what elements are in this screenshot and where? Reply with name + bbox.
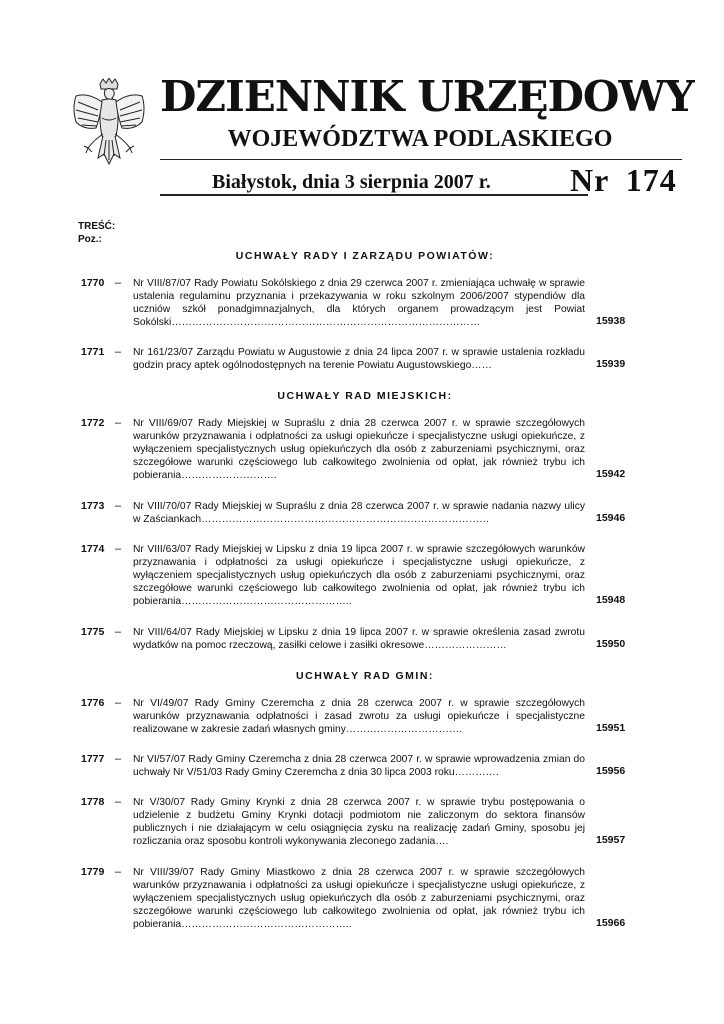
city-date: Białystok, dnia 3 sierpnia 2007 r. bbox=[212, 171, 491, 193]
toc-heading-block bbox=[78, 220, 115, 246]
entry-text: Nr VI/49/07 Rady Gminy Czeremcha z dnia 28 czerwca 2007 r. w sprawie szczegółowych warunków przyznawania odpłatności i zasad zwrotu za usługi opiekuńcze i specjalistyczne realizowane w zakresie zadań własnych gminy……………………………. bbox=[133, 698, 585, 735]
entry-page: 15950 bbox=[596, 638, 626, 650]
header-rule-bottom bbox=[160, 194, 588, 196]
section-title: UCHWAŁY RADY I ZARZĄDU POWIATÓW: bbox=[235, 250, 495, 262]
entry-page: 15956 bbox=[596, 765, 626, 777]
toc-heading: TREŚĆ: bbox=[78, 221, 116, 232]
entry-number: 1771 bbox=[81, 346, 105, 358]
entry-number: 1779 bbox=[81, 866, 105, 878]
entry-number: 1773 bbox=[81, 500, 105, 512]
masthead bbox=[0, 0, 724, 200]
entry-dash: – bbox=[115, 346, 122, 358]
entry-text: Nr VIII/70/07 Rady Miejskiej w Supraślu z dnia 28 czerwca 2007 r. w sprawie nadania nazwy ulicy w Zaściankach………………………………………………………………………… bbox=[133, 501, 585, 525]
entry-number: 1774 bbox=[81, 543, 105, 555]
section-title: UCHWAŁY RAD MIEJSKICH: bbox=[277, 390, 453, 402]
eagle-emblem-icon bbox=[70, 78, 148, 176]
entry-dash: – bbox=[115, 417, 122, 429]
entry-page: 15942 bbox=[596, 468, 626, 480]
entry-number: 1777 bbox=[81, 753, 105, 765]
toc-pos-label: Poz.: bbox=[78, 234, 102, 245]
entry-dash: – bbox=[115, 697, 122, 709]
section-title: UCHWAŁY RAD GMIN: bbox=[296, 670, 434, 682]
entry-number: 1772 bbox=[81, 417, 105, 429]
entry-page: 15966 bbox=[596, 917, 626, 929]
entry-dash: – bbox=[115, 626, 122, 638]
entry-number: 1778 bbox=[81, 796, 105, 808]
entry-page: 15946 bbox=[596, 512, 626, 524]
entry-text: Nr VIII/87/07 Rady Powiatu Sokólskiego z dnia 29 czerwca 2007 r. zmieniająca uchwałę w sprawie ustalenia regulaminu przyznania i przekazywania w roku szkolnym 2006/2007 stypendiów dla uczniów szkół ponadgimnazjalnych, dla których organem prowadzącym jest Powiat Sokólski……………………………………………………………………………… bbox=[133, 278, 585, 328]
entry-dash: – bbox=[115, 866, 122, 878]
entry-text: Nr 161/23/07 Zarządu Powiatu w Augustowie z dnia 24 lipca 2007 r. w sprawie ustalenia rozkładu godzin pracy aptek ogólnodostępnych na terenie Powiatu Augustowskiego…… bbox=[133, 347, 585, 371]
entry-page: 15948 bbox=[596, 594, 626, 606]
issue-value: 174 bbox=[625, 162, 677, 198]
issue-number bbox=[570, 162, 677, 199]
entry-text: Nr VIII/39/07 Rady Gminy Miastkowo z dnia 28 czerwca 2007 r. w sprawie szczegółowych warunków przyznawania i odpłatności za usługi opiekuńcze i specjalistyczne usługi opiekuńcze, z wyłączeniem specjalistycznych usług opiekuńczych dla osób z zaburzeniami psychicznymi, oraz szczegółowe warunki częściowego lub całkowitego zwolnienia od opłat, jak również trybu ich pobierania………………………………………….. bbox=[133, 867, 585, 930]
entry-text: Nr VIII/63/07 Rady Miejskiej w Lipsku z dnia 19 lipca 2007 r. w sprawie szczegółowych warunków przyznawania i odpłatności za usługi opiekuńcze i specjalistyczne usługi opiekuńcze, z wyłączeniem specjalistycznych usług opiekuńczych dla osób z zaburzeniami psychicznymi, oraz szczegółowe warunki częściowego lub całkowitego zwolnienia od opłat, jak również trybu ich pobierania………………………………………….. bbox=[133, 544, 585, 607]
entry-dash: – bbox=[115, 500, 122, 512]
entry-text: Nr V/30/07 Rady Gminy Krynki z dnia 28 czerwca 2007 r. w sprawie trybu postępowania o udzielenie z budżetu Gminy Krynki dotacji podmiotom nie zaliczonym do sektora finansów publicznych i nie działającym w celu osiągnięcia zysku na realizację zadań Gminy, sposobu jej rozliczania oraz sposobu kontroli wykonywania zleconego zadania…. bbox=[133, 797, 585, 847]
entry-page: 15957 bbox=[596, 834, 626, 846]
entry-page: 15951 bbox=[596, 722, 626, 734]
entry-dash: – bbox=[115, 277, 122, 289]
entry-page: 15939 bbox=[596, 358, 626, 370]
issue-prefix: Nr bbox=[570, 162, 609, 198]
entry-number: 1775 bbox=[81, 626, 105, 638]
entry-page: 15938 bbox=[596, 315, 626, 327]
publication-title: DZIENNIK URZĘDOWY bbox=[160, 72, 694, 121]
entry-text: Nr VIII/69/07 Rady Miejskiej w Supraślu z dnia 28 czerwca 2007 r. w sprawie szczegółowych warunków przyznawania i odpłatności za usługi opiekuńcze i specjalistyczne usługi opiekuńcze, z wyłączeniem specjalistycznych usług opiekuńczych dla osób z zaburzeniami psychicznymi, oraz szczegółowe warunki częściowego lub całkowitego zwolnienia od opłat, jak również trybu ich pobierania………………………. bbox=[133, 418, 585, 481]
entry-number: 1776 bbox=[81, 697, 105, 709]
header-rule-top bbox=[160, 159, 682, 160]
entry-text: Nr VI/57/07 Rady Gminy Czeremcha z dnia 28 czerwca 2007 r. w sprawie wprowadzenia zmian do uchwały Nr V/51/03 Rady Gminy Czeremcha z dnia 30 lipca 2003 roku…………. bbox=[133, 754, 585, 778]
entry-text: Nr VIII/64/07 Rady Miejskiej w Lipsku z dnia 19 lipca 2007 r. w sprawie określenia zasad zwrotu wydatków na pomoc rzeczową, zasiłki celowe i zasiłki okresowe…………………… bbox=[133, 627, 585, 651]
entry-number: 1770 bbox=[81, 277, 105, 289]
publication-subtitle: WOJEWÓDZTWA PODLASKIEGO bbox=[227, 126, 613, 152]
entry-dash: – bbox=[115, 543, 122, 555]
entry-dash: – bbox=[115, 796, 122, 808]
entry-dash: – bbox=[115, 753, 122, 765]
